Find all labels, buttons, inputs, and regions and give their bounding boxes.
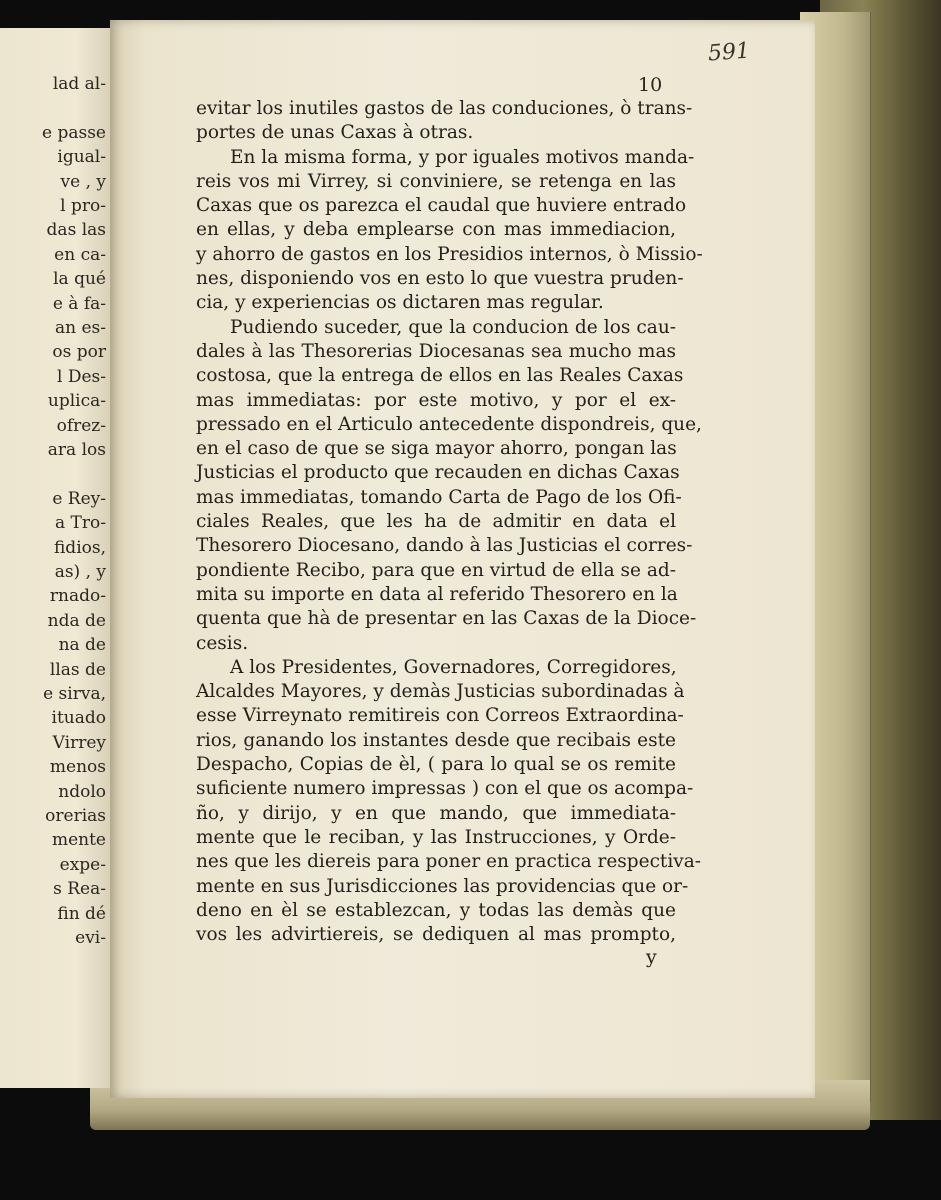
text-line: mas immediatas: por este motivo, y por el ex- [196, 389, 676, 411]
folio-handwritten-number: 591 [707, 38, 751, 67]
text-line: mente en sus Jurisdicciones las providencias que or- [196, 875, 689, 897]
left-page-line: la qué [53, 269, 106, 290]
left-page-line: an es- [54, 318, 106, 338]
text-line: ciales Reales, que les ha de admitir en data el [196, 511, 676, 533]
left-page-line: fidios, [53, 537, 106, 558]
left-page-line: ndolo [58, 781, 106, 802]
text-line: vos les advirtiereis, se dediquen al mas prompto, [196, 924, 676, 946]
left-page-line: as) , y [54, 562, 106, 582]
left-page-line: llas de [49, 659, 106, 680]
left-page-line: orerias [45, 806, 106, 826]
left-page-line: Virrey [52, 732, 106, 753]
text-line: reis vos mi Virrey, si conviniere, se retenga en las [196, 170, 676, 192]
text-line: Justicias el producto que recauden en dichas Caxas [196, 462, 680, 484]
left-page-line: igual- [57, 147, 106, 168]
left-page-line: os por [52, 342, 106, 363]
text-line: Caxas que os parezca el caudal que huviere entrado [196, 195, 687, 217]
text-line: Thesorero Diocesano, dando à las Justicias el corres- [196, 535, 693, 557]
left-page-line: ituado [51, 708, 106, 729]
text-line: cesis. [196, 632, 249, 654]
left-page-line: en ca- [54, 244, 106, 265]
left-page [0, 28, 112, 1088]
text-line: mente que le reciban, y las Instrucciones, y Orde- [196, 826, 676, 848]
left-page-line: rnado- [49, 586, 106, 607]
text-line: pressado en el Articulo antecedente dispondreis, que, [196, 413, 702, 435]
text-line: en ellas, y deba emplearse con mas immediacion, [196, 219, 676, 241]
body-text [196, 97, 703, 947]
text-line: ño, y dirijo, y en que mando, que immediata- [196, 802, 676, 824]
left-page-line: evi- [75, 928, 106, 948]
text-line: y ahorro de gastos en los Presidios internos, ò Missio- [196, 243, 703, 265]
left-page-line: expe- [59, 854, 106, 875]
left-page-line: mente [51, 830, 106, 851]
text-line: pondiente Recibo, para que en virtud de ella se ad- [196, 559, 676, 581]
left-page-line: menos [49, 757, 106, 778]
text-line: esse Virreynato remitireis con Correos Extraordina- [196, 705, 684, 727]
text-line: En la misma forma, y por iguales motivos manda- [230, 146, 695, 168]
left-page-line: ve , y [60, 171, 106, 192]
left-page-line: nda de [47, 610, 106, 631]
left-page-line: e à fa- [52, 293, 106, 314]
text-line: A los Presidentes, Governadores, Corregidores, [230, 656, 677, 678]
left-page-line: e sirva, [43, 684, 106, 704]
text-line: mita su importe en data al referido Thesorero en la [196, 583, 678, 605]
left-page-line: das las [46, 220, 106, 241]
text-line: portes de unas Caxas à otras. [196, 122, 474, 144]
text-line: deno en èl se establezcan, y todas las demàs que [196, 899, 676, 921]
left-page-line: s Rea- [53, 879, 106, 900]
text-line: rios, ganando los instantes desde que recibais este [196, 729, 676, 751]
text-line: evitar los inutiles gastos de las conduciones, ò trans- [196, 98, 693, 119]
text-line: suficiente numero impressas ) con el que os acompa- [196, 778, 694, 800]
text-line: en el caso de que se siga mayor ahorro, pongan las [196, 438, 677, 460]
text-line: dales à las Thesorerias Diocesanas sea mucho mas [196, 340, 676, 362]
text-line: cia, y experiencias os dictaren mas regular. [196, 292, 604, 314]
text-line: quenta que hà de presentar en las Caxas de la Dioce- [196, 608, 697, 630]
text-line: Pudiendo suceder, que la conducion de los cau- [230, 316, 676, 338]
left-page-line: l pro- [60, 196, 106, 216]
left-page-line: e passe [42, 122, 106, 143]
left-page-line: e Rey- [52, 488, 106, 509]
text-line: Despacho, Copias de èl, ( para lo qual se os remite [196, 754, 676, 776]
left-page-line: lad al- [52, 74, 106, 94]
page-number: 10 [638, 74, 663, 96]
left-page-line: na de [58, 635, 106, 656]
left-page-line: a Tro- [55, 513, 106, 534]
left-page-line: fin dé [57, 903, 106, 924]
left-page-line: ara los [47, 440, 106, 460]
text-line: nes que les diereis para poner en practica respectiva- [196, 851, 702, 873]
text-line: mas immediatas, tomando Carta de Pago de los Ofi- [196, 486, 682, 508]
text-line: costosa, que la entrega de ellos en las Reales Caxas [196, 365, 684, 387]
text-line: nes, disponiendo vos en esto lo que vuestra pruden- [196, 268, 684, 290]
text-line: Alcaldes Mayores, y demàs Justicias subordinadas à [196, 681, 685, 703]
catchword: y [646, 946, 657, 968]
left-page-line: ofrez- [56, 415, 106, 436]
left-page-line: uplica- [47, 391, 106, 412]
left-page-line: l Des- [57, 366, 106, 387]
